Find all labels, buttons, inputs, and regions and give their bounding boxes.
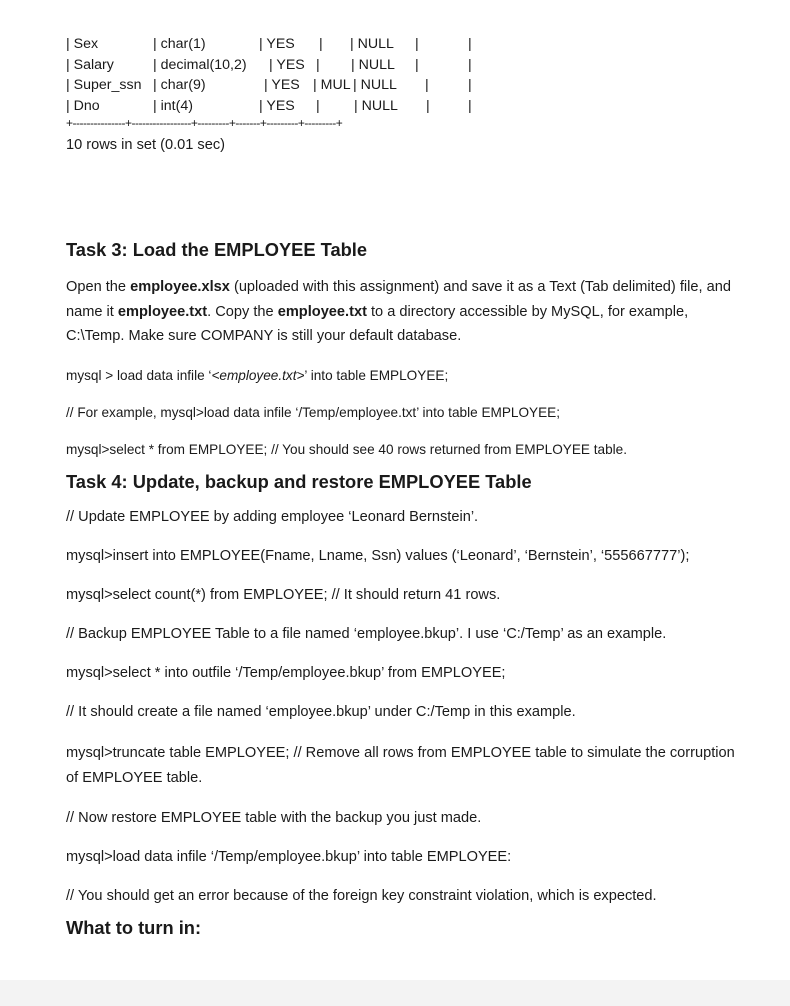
task4-line-6: // It should create a file named ‘employee.bkup’ under C:/Temp in this example.: [66, 703, 576, 720]
task4-line-8: // Now restore EMPLOYEE table with the backup you just made.: [66, 809, 482, 826]
task3-heading: Task 3: Load the EMPLOYEE Table: [66, 239, 368, 260]
task3-example-command: // For example, mysql>load data infile ‘/Temp/employee.txt’ into table EMPLOYEE;: [66, 404, 561, 420]
table-row: | Salary | decimal(10,2) | YES | | NULL | |: [66, 56, 472, 73]
task4-line-9: mysql>load data infile ‘/Temp/employee.bkup’ into table EMPLOYEE:: [66, 848, 512, 865]
task4-line-4: // Backup EMPLOYEE Table to a file named ‘employee.bkup’. I use ‘C:/Temp’ as an example.: [66, 625, 667, 642]
table-row: | Sex | char(1) | YES | | NULL | |: [66, 36, 472, 52]
task4-line-1: // Update EMPLOYEE by adding employee ‘Leonard Bernstein’.: [66, 508, 479, 525]
turn-in-heading: What to turn in:: [66, 916, 202, 938]
task3-instructions: Open the employee.xlsx (uploaded with this assignment) and save it as a Text (Tab delimited) file, and name it employee.txt. Copy the employee.txt to a directory accessible by MySQL, for example, C:\Temp. Make sure COMPANY is still your default database.: [66, 279, 731, 344]
table-row: | Dno | int(4) | YES | | NULL | |: [66, 97, 472, 114]
describe-table-output: [66, 34, 746, 116]
table-row: | Super_ssn | char(9) | YES | MUL | NULL | |: [66, 77, 472, 93]
document-content: [66, 34, 746, 940]
task3-select-command: mysql>select * from EMPLOYEE; // You should see 40 rows returned from EMPLOYEE table.: [66, 441, 628, 457]
task4-line-3: mysql>select count(*) from EMPLOYEE; // It should return 41 rows.: [66, 586, 501, 603]
task4-line-5: mysql>select * into outfile ‘/Temp/employee.bkup’ from EMPLOYEE;: [66, 664, 506, 681]
task4-heading: Task 4: Update, backup and restore EMPLOYEE Table: [66, 470, 532, 492]
task3-load-command: mysql > load data infile ‘<employee.txt>’ into table EMPLOYEE;: [66, 367, 449, 383]
task4-line-2: mysql>insert into EMPLOYEE(Fname, Lname, Ssn) values (‘Leonard’, ‘Bernstein’, ‘555667777’);: [66, 547, 690, 564]
page-bottom-edge: [0, 980, 790, 1006]
table-border-line: +---------------+-----------------+---------+-------+---------+---------+: [66, 116, 343, 130]
task4-line-7: mysql>truncate table EMPLOYEE; // Remove all rows from EMPLOYEE table to simulate the corruption of EMPLOYEE table.: [66, 744, 735, 786]
rows-in-set-text: 10 rows in set (0.01 sec): [66, 137, 225, 153]
task4-line-10: // You should get an error because of the foreign key constraint violation, which is expected.: [66, 887, 657, 904]
